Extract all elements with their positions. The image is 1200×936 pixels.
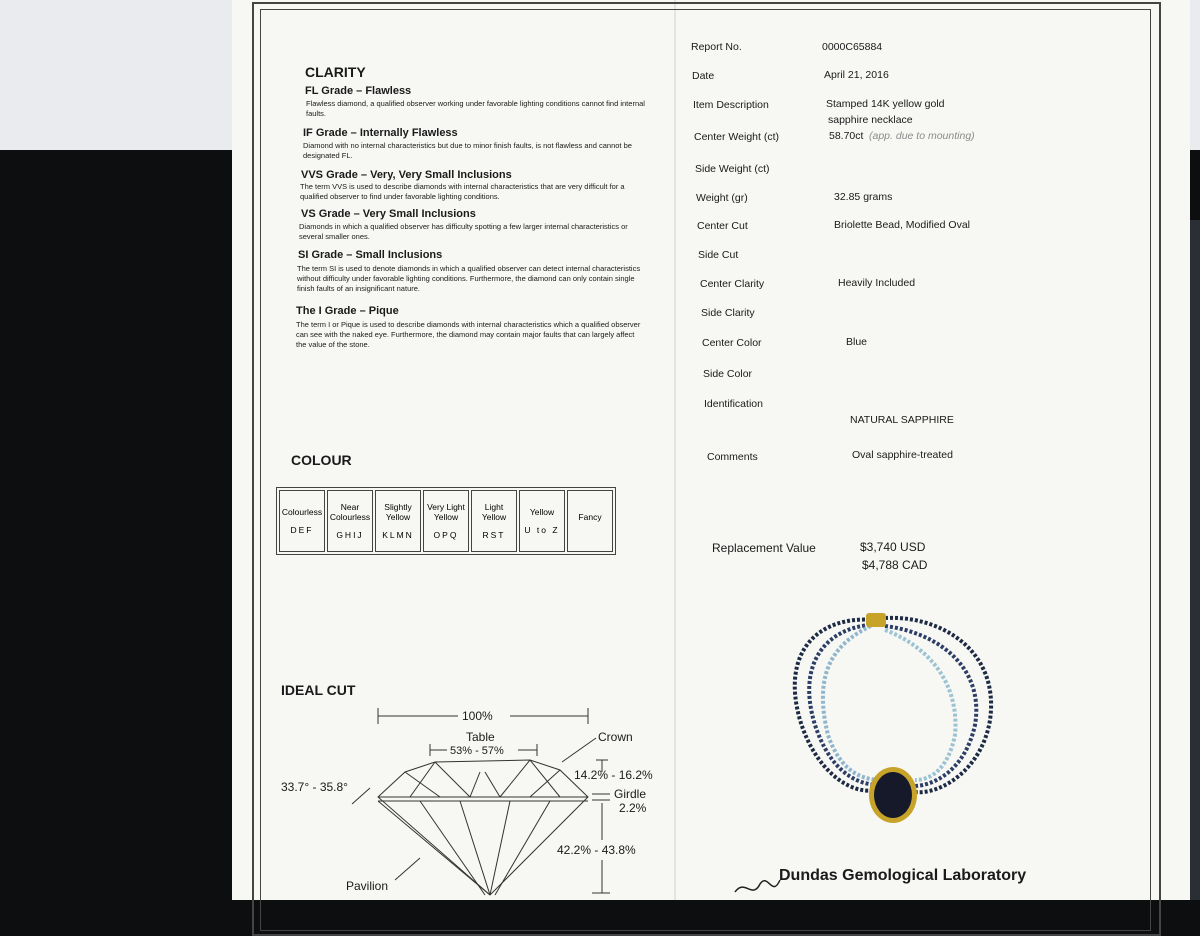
colour-title: COLOUR <box>291 452 352 468</box>
report-field-note: (app. due to mounting) <box>869 130 975 142</box>
colour-grades: OPQ <box>433 530 459 540</box>
report-field-value: April 21, 2016 <box>824 69 889 81</box>
table-label: Table <box>466 730 495 744</box>
report-field-value-line2: sapphire necklace <box>828 114 913 126</box>
colour-label: Yellow <box>529 507 555 517</box>
clarity-grade-name: VVS Grade – Very, Very Small Inclusions <box>301 169 512 181</box>
report-field-label: Weight (gr) <box>696 192 748 204</box>
colour-label: Light Yellow <box>481 502 507 522</box>
report-field-value: 0000C65884 <box>822 41 883 53</box>
clarity-grade-name: IF Grade – Internally Flawless <box>303 127 458 139</box>
clarity-grade-name: VS Grade – Very Small Inclusions <box>301 208 476 220</box>
report-field-label: Center Clarity <box>700 278 765 290</box>
colour-label: Fancy <box>578 512 602 522</box>
ideal-cut-title: IDEAL CUT <box>281 682 356 698</box>
report-field-value: NATURAL SAPPHIRE <box>850 414 954 426</box>
report-field-value: Oval sapphire-treated <box>852 449 953 461</box>
clarity-grade-desc: The term VVS is used to describe diamonds with internal characteristics that are very difficult for a qualified observer to find under favorable lighting conditions. <box>300 182 625 201</box>
report-field-label: Date <box>692 70 715 82</box>
colour-label: Slightly Yellow <box>384 502 412 522</box>
colour-label: Colourless <box>281 507 323 517</box>
clarity-grade-name: SI Grade – Small Inclusions <box>298 249 443 261</box>
clarity-grade-name: The I Grade – Pique <box>296 305 399 317</box>
report-field-value: Heavily Included <box>838 277 916 289</box>
clarity-grade-desc: The term SI is used to denote diamonds in which a qualified observer can detect internal characteristics without difficulty under favorable lighting conditions. Furthermore, the diamond can only contain single finish faults of an insignificant nature. <box>297 264 641 293</box>
report-field-value: Briolette Bead, Modified Oval <box>834 219 970 231</box>
clarity-grade-name: FL Grade – Flawless <box>305 85 412 97</box>
colour-label: Very Light Yellow <box>427 502 465 522</box>
clarity-grade-desc: The term I or Pique is used to describe diamonds with internal characteristics which a qualified observer can see with the naked eye. Furthermore, the diamond may contain major faults that can largely affect the value of the stone. <box>296 320 641 349</box>
report-field-label: Item Description <box>693 99 769 111</box>
colour-grades: GHIJ <box>336 530 364 540</box>
report-field-label: Center Color <box>702 337 762 349</box>
report-field-value: 32.85 grams <box>834 191 893 203</box>
report-field-label: Side Weight (ct) <box>695 163 770 175</box>
crown-height: 14.2% - 16.2% <box>574 768 653 782</box>
lab-name: Dundas Gemological Laboratory <box>779 867 1027 884</box>
replacement-value-label: Replacement Value <box>712 541 816 555</box>
colour-grades: DEF <box>290 525 314 535</box>
report-field-label: Side Clarity <box>701 307 755 319</box>
girdle-label: Girdle <box>614 787 647 801</box>
pavilion-label: Pavilion <box>346 879 389 893</box>
colour-grades: KLMN <box>382 530 414 540</box>
clarity-grade-desc: Diamonds in which a qualified observer has difficulty spotting a few larger internal characteristics or several smaller ones. <box>299 222 628 241</box>
report-field-value: Blue <box>846 336 868 348</box>
report-field-label: Report No. <box>691 41 742 53</box>
pavilion-depth: 42.2% - 43.8% <box>557 843 636 857</box>
report-field-value: Stamped 14K yellow gold <box>826 98 945 110</box>
report-field-label: Center Weight (ct) <box>694 131 779 143</box>
diamond-width-label: 100% <box>462 709 493 723</box>
colour-grades: RST <box>482 530 506 540</box>
girdle-value: 2.2% <box>619 801 647 815</box>
replacement-value-usd: $3,740 USD <box>860 540 926 554</box>
crown-label: Crown <box>598 730 633 744</box>
replacement-value-cad: $4,788 CAD <box>862 558 928 572</box>
report-field-label: Comments <box>707 451 758 463</box>
colour-grades: U to Z <box>524 525 560 535</box>
report-field-label: Side Cut <box>698 249 739 261</box>
clarity-grade-desc: Flawless diamond, a qualified observer working under favorable lighting conditions cannot find internal faults. <box>306 99 645 118</box>
report-field-label: Identification <box>704 398 763 410</box>
report-field-label: Center Cut <box>697 220 748 232</box>
colour-label: Near Colourless <box>329 502 371 522</box>
crown-angle: 33.7° - 35.8° <box>281 780 348 794</box>
report-field-label: Side Color <box>703 368 753 380</box>
clarity-title: CLARITY <box>305 64 366 80</box>
table-range: 53% - 57% <box>450 745 504 757</box>
report-field-value: 58.70ct <box>829 130 864 142</box>
clarity-grade-desc: Diamond with no internal characteristics but due to minor finish faults, is not flawless and cannot be designated FL. <box>303 141 632 160</box>
